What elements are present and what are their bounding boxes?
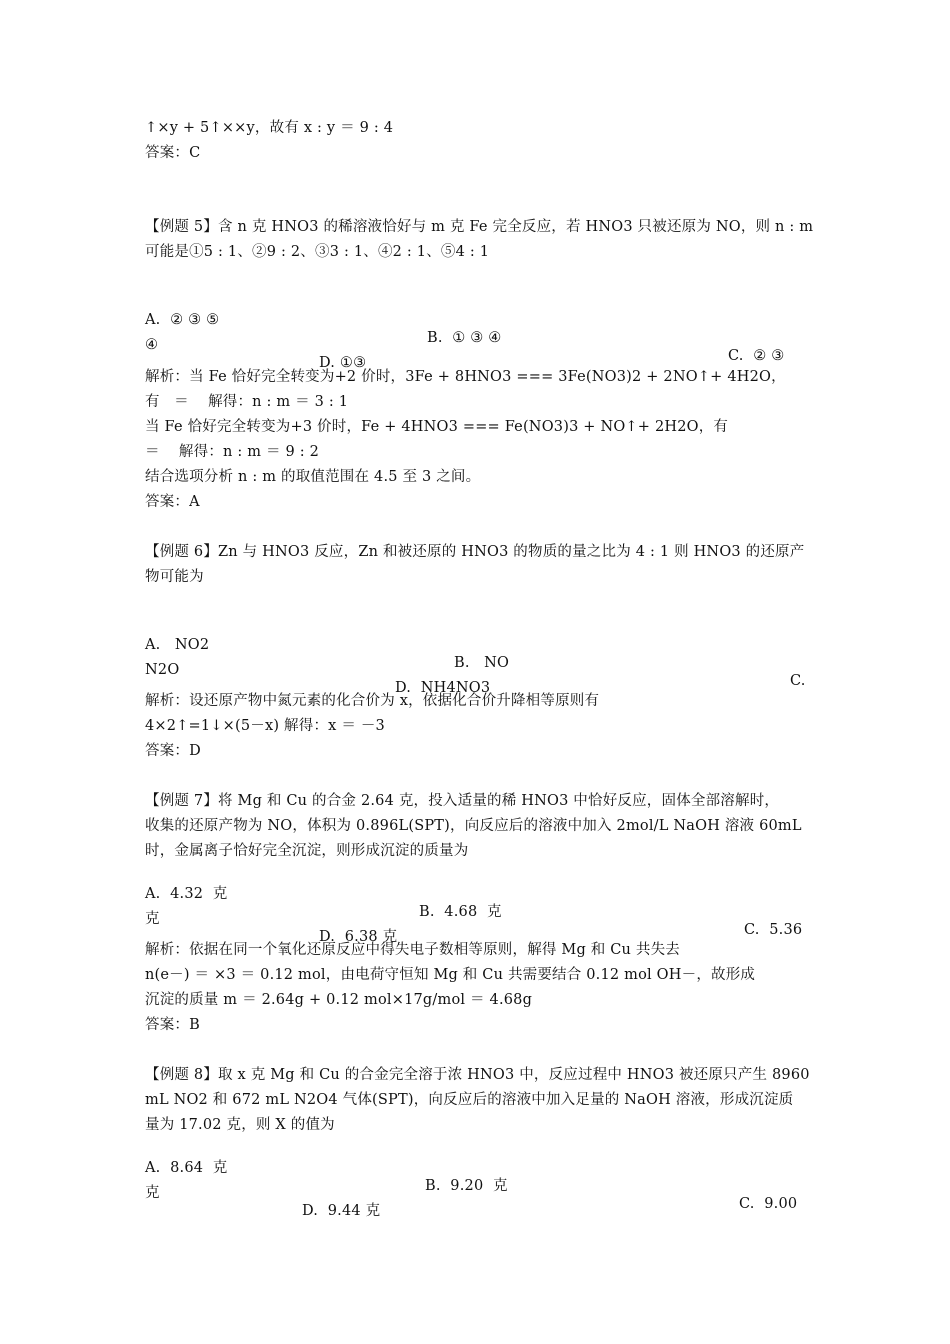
ex5-option-a: A. ② ③ ⑤ <box>145 312 220 328</box>
ex8-option-d: D. 9.44 克 <box>302 1203 381 1219</box>
ex7-option-c: C. 5.36 <box>744 922 803 938</box>
ex5-option-c-cont: ④ <box>145 337 159 353</box>
ex6-option-d: D. NH4NO3 <box>395 680 491 696</box>
ex5-option-d: D. ①③ <box>319 355 367 371</box>
ex6-question-line-1: 【例题 6】Zn 与 HNO3 反应，Zn 和被还原的 HNO3 的物质的量之比为 4 : 1 则 HNO3 的还原产 <box>145 544 805 560</box>
ex8-option-c-cont: 克 <box>145 1185 160 1201</box>
ex6-solution-line-2: 4×2↑=1↓×(5－x) 解得：x ＝ －3 <box>145 718 385 734</box>
ex5-question-line-2: 可能是①5 : 1、②9 : 2、③3 : 1、④2 : 1、⑤4 : 1 <box>145 244 490 260</box>
ex8-question-line-3: 量为 17.02 克，则 X 的值为 <box>145 1117 335 1133</box>
ex7-question-line-1: 【例题 7】将 Mg 和 Cu 的合金 2.64 克，投入适量的稀 HNO3 中恰好反应，固体全部溶解时， <box>145 793 780 809</box>
ex6-solution-line-1: 解析：设还原产物中氮元素的化合价为 x，依据化合价升降相等原则有 <box>145 693 600 709</box>
ex5-option-b: B. ① ③ ④ <box>427 330 502 346</box>
continuation-line: ↑×y + 5↑××y，故有 x : y ＝ 9 : 4 <box>145 120 394 136</box>
ex7-option-b: B. 4.68 克 <box>419 904 502 920</box>
ex6-option-c-cont: N2O <box>145 662 180 678</box>
ex8-options-row-2 <box>145 1166 810 1238</box>
ex6-option-a: A. NO2 <box>145 637 210 653</box>
ex5-solution-line-1: 解析：当 Fe 恰好完全转变为+2 价时，3Fe + 8HNO3 === 3Fe(NO3)2 + 2NO↑+ 4H2O， <box>145 369 786 385</box>
ex8-option-c: C. 9.00 <box>739 1196 798 1212</box>
ex7-solution-line-1: 解析：依据在同一个氧化还原反应中得失电子数相等原则，解得 Mg 和 Cu 共失去 <box>145 942 680 958</box>
ex5-question-line-1: 【例题 5】含 n 克 HNO3 的稀溶液恰好与 m 克 Fe 完全反应，若 HNO3 只被还原为 NO，则 n : m <box>145 219 814 235</box>
ex5-solution-line-4: ＝ 解得：n : m ＝ 9 : 2 <box>145 444 320 460</box>
ex6-question-line-2: 物可能为 <box>145 569 204 585</box>
answer-line: 答案：C <box>145 145 201 161</box>
ex5-option-c: C. ② ③ <box>728 348 785 364</box>
ex5-solution-line-2: 有 ＝ 解得：n : m ＝ 3 : 1 <box>145 394 349 410</box>
ex7-option-c-cont: 克 <box>145 911 160 927</box>
ex7-question-line-2: 收集的还原产物为 NO，体积为 0.896L(SPT)，向反应后的溶液中加入 2mol/L NaOH 溶液 60mL <box>145 818 802 834</box>
ex5-solution-line-5: 结合选项分析 n : m 的取值范围在 4.5 至 3 之间。 <box>145 469 481 485</box>
ex8-option-a: A. 8.64 克 <box>145 1160 228 1176</box>
ex7-solution-line-3: 沉淀的质量 m ＝ 2.64g + 0.12 mol×17g/mol ＝ 4.68g <box>145 992 533 1008</box>
ex8-option-b: B. 9.20 克 <box>425 1178 508 1194</box>
ex8-question-line-2: mL NO2 和 672 mL N2O4 气体(SPT)，向反应后的溶液中加入足量的 NaOH 溶液，形成沉淀质 <box>145 1092 794 1108</box>
ex7-answer: 答案：B <box>145 1017 200 1033</box>
ex5-answer: 答案：A <box>145 494 200 510</box>
ex6-option-c: C. <box>790 673 806 689</box>
ex7-option-a: A. 4.32 克 <box>145 886 228 902</box>
ex8-question-line-1: 【例题 8】取 x 克 Mg 和 Cu 的合金完全溶于浓 HNO3 中，反应过程中 HNO3 被还原只产生 8960 <box>145 1067 810 1083</box>
ex7-option-d: D. 6.38 克 <box>319 929 398 945</box>
ex6-answer: 答案：D <box>145 743 201 759</box>
ex5-solution-line-3: 当 Fe 恰好完全转变为+3 价时，Fe + 4HNO3 === Fe(NO3)3 + NO↑+ 2H2O，有 <box>145 419 729 435</box>
ex7-question-line-3: 时，金属离子恰好完全沉淀，则形成沉淀的质量为 <box>145 843 469 859</box>
ex7-solution-line-2: n(e－) ＝ ×3 ＝ 0.12 mol，由电荷守恒知 Mg 和 Cu 共需要结合 0.12 mol OH－，故形成 <box>145 967 756 983</box>
ex6-option-b: B. NO <box>454 655 510 671</box>
